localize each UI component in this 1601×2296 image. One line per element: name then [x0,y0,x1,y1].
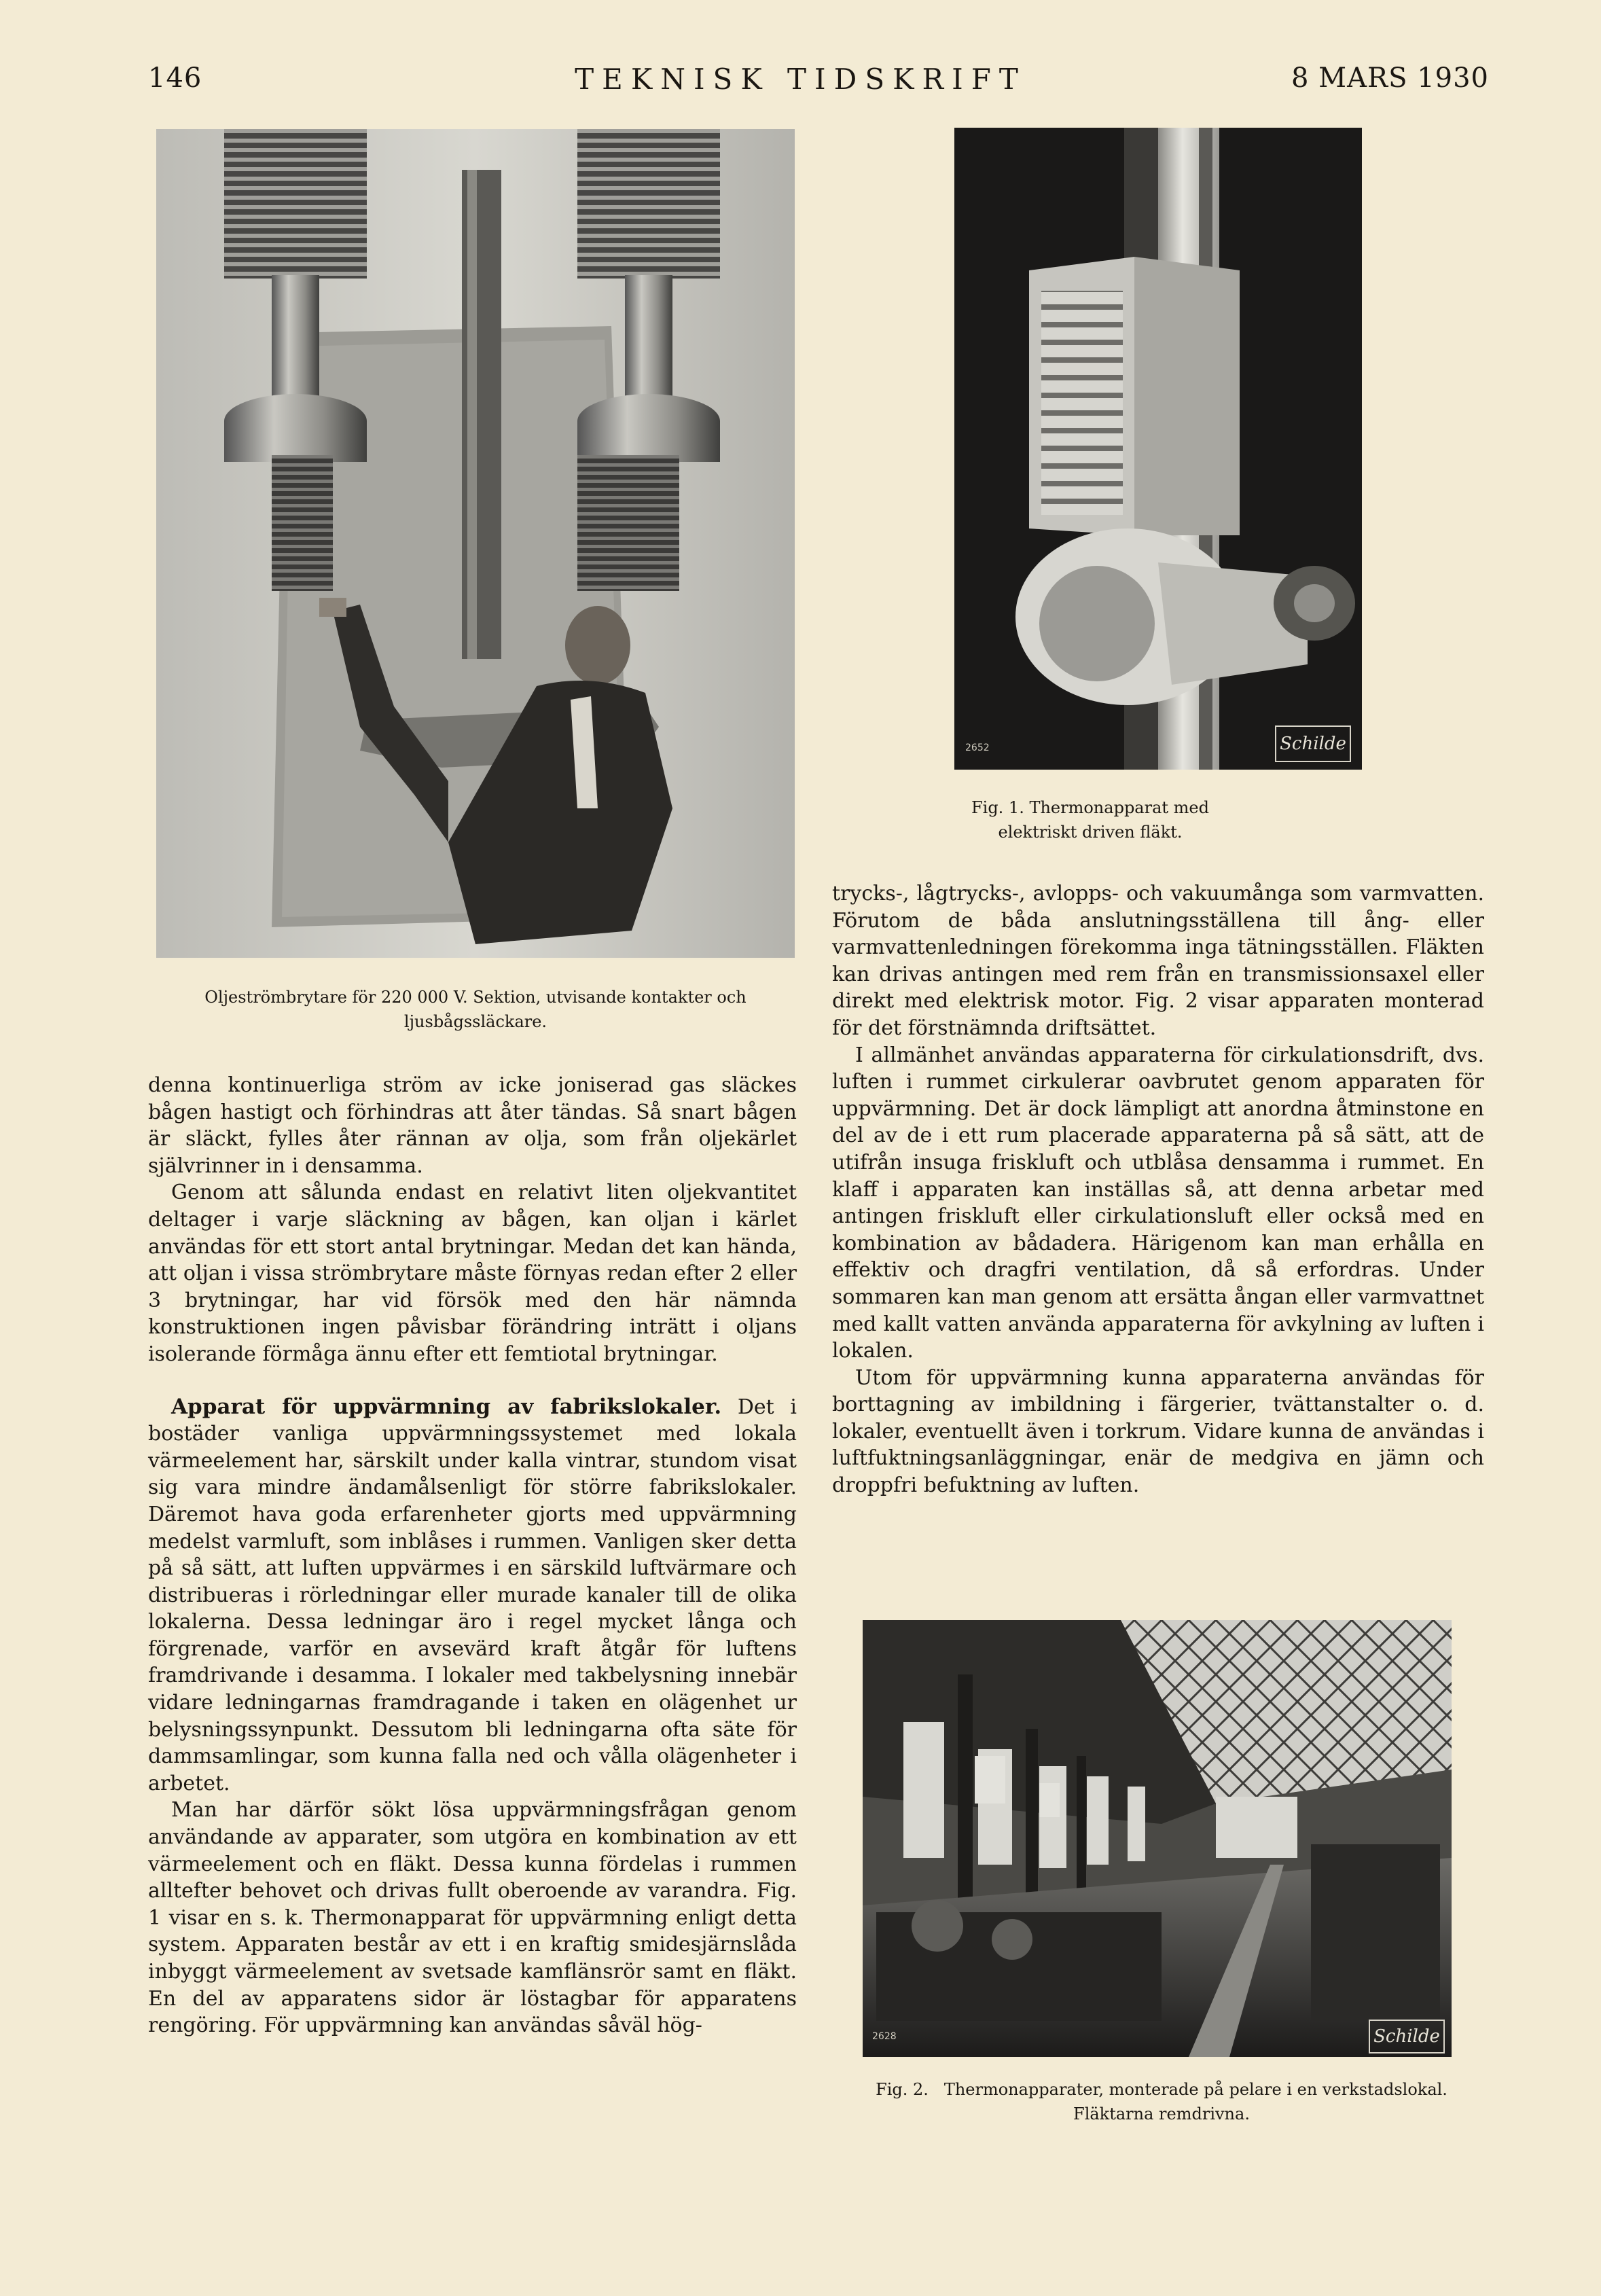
journal-title: TEKNISK TIDSKRIFT [575,62,1026,96]
fig1-photographer-stamp: Schilde [1275,725,1351,762]
fig1-photo [954,128,1362,770]
paragraph: Man har därför sökt lösa uppvärmningsfrågan genom användande av apparater, som utgöra en kombination av ett värmeelement och en fläkt. Dessa kunna fördelas i rummen alltefter behovet och drivas fullt oberoende av varandra. Fig. 1 visar en s. k. Thermonapparat för uppvärmning enligt detta system. Apparaten består av ett i en kraftig smidesjärnslåda inbyggt värmeelement av svetsade kamflänsrör samt en fläkt. En del av apparatens sidor är löstagbar för apparatens rengöring. För uppvärmning kan användas såväl hög- [148,1798,797,2038]
right-text-column [832,880,1484,1499]
fig2-caption-label: Fig. 2. [876,2080,929,2099]
paragraph: I allmänhet användas apparaterna för cirkulationsdrift, dvs. luften i rummet cirkulerar oavbrutet genom apparaten för uppvärmning. Det är dock lämpligt att anordna åtminstone en del av de i ett rum placerade apparaterna på så sätt, att de utifrån insuga friskluft och utblåsa densamma i rummet. En klaff i apparaten kan inställas så, att denna arbetar med antingen friskluft eller cirkulationsluft eller också med en kombination av bådadera. Härigenom kan man erhålla en effektiv och dragfri ventilation, då så erfordras. Under sommaren kan man genom att ersätta ångan eller varmvattnet med kallt vatten använda apparaterna för avkylning av luften i lokalen. [832,1043,1484,1363]
workshop-illustration [863,1620,1452,2057]
fig2-caption [852,2077,1471,2126]
section-heading: Apparat för uppvärmning av fabrikslokaler. [171,1394,722,1419]
fig2-plate-number: 2628 [872,2031,897,2042]
fig1-plate-number: 2652 [965,742,990,753]
breaker-illustration [156,129,795,958]
breaker-caption: Oljeströmbrytare för 220 000 V. Sektion, utvisande kontakter och ljusbågssläckare. [204,988,746,1031]
paragraph-text: Det i bostäder vanliga uppvärmningssystemet med lokala värmeelement har, särskilt under kalla vintrar, stundom visat sig vara mindre ändamålsenligt för större fabrikslokaler. Däremot hava goda erfarenheter gjorts med uppvärmning medelst varmluft, som inblåses i rummen. Vanligen sker detta på så sätt, att luften uppvärmes i en särskild luftvärmare och distribueras i rörledningar eller murade kanaler till de olika lokalerna. Dessa ledningar äro i regel mycket långa och förgrenade, varför en avsevärd kraft åtgår för luftens framdrivande i desamma. I lokaler med takbelysning innebär vidare ledningarnas framdragande i taken en olägenhet ur belysningssynpunkt. Dessutom bli ledningarna ofta säte för dammsamlingar, som kunna falla ned och vålla olägenheter i arbetet. [148,1395,797,1795]
fig2-photo [863,1620,1452,2057]
fig2-caption-text: Thermonapparater, monterade på pelare i en verkstadslokal. Fläktarna remdrivna. [943,2080,1447,2123]
left-text-column [148,1072,797,2039]
breaker-photo [156,129,795,958]
fig1-caption: Fig. 1. Thermonapparat med elektriskt driven fläkt. [971,798,1209,842]
fig2-photographer-stamp: Schilde [1369,2020,1445,2053]
issue-date: 8 MARS 1930 [1291,62,1489,94]
paragraph: Utom för uppvärmning kunna apparaterna användas för borttagning av imbildning i färgerier, tvättanstalter o. d. lokaler, eventuellt även i torkrum. Vidare kunna de användas i luftfuktningsanläggningar, enär de medgiva en jämn och droppfri befuktning av luften. [832,1365,1484,1498]
paragraph: trycks-, lågtrycks-, avlopps- och vakuumånga som varmvatten. Förutom de båda anslutningsställena till ång- eller varmvattenledningen förekomma inga tätningsställen. Fläkten kan drivas antingen med rem från en transmissionsaxel eller direkt med elektrisk motor. Fig. 2 visar apparaten monterad för det förstnämnda driftsättet. [832,882,1484,1040]
paragraph: denna kontinuerliga ström av icke joniserad gas släckes bågen hastigt och förhindras att åter tändas. Så snart bågen är släckt, fylles åter rännan av olja, som från oljekärlet självrinner in i densamma. [148,1073,797,1178]
paragraph: Genom att sålunda endast en relativt liten oljekvantitet deltager i varje släckning av bågen, kan oljan i kärlet användas för ett stort antal brytningar. Medan det kan hända, att oljan i vissa strömbrytare måste förnyas redan efter 2 eller 3 brytningar, har vid försök med den här nämnda konstruktionen ingen påvisbar förändring inträtt i oljans isolerande förmåga ännu efter ett femtiotal brytningar. [148,1181,797,1366]
paragraph [148,1394,797,1797]
thermon-apparatus-illustration [954,128,1362,770]
page-number: 146 [148,62,202,94]
